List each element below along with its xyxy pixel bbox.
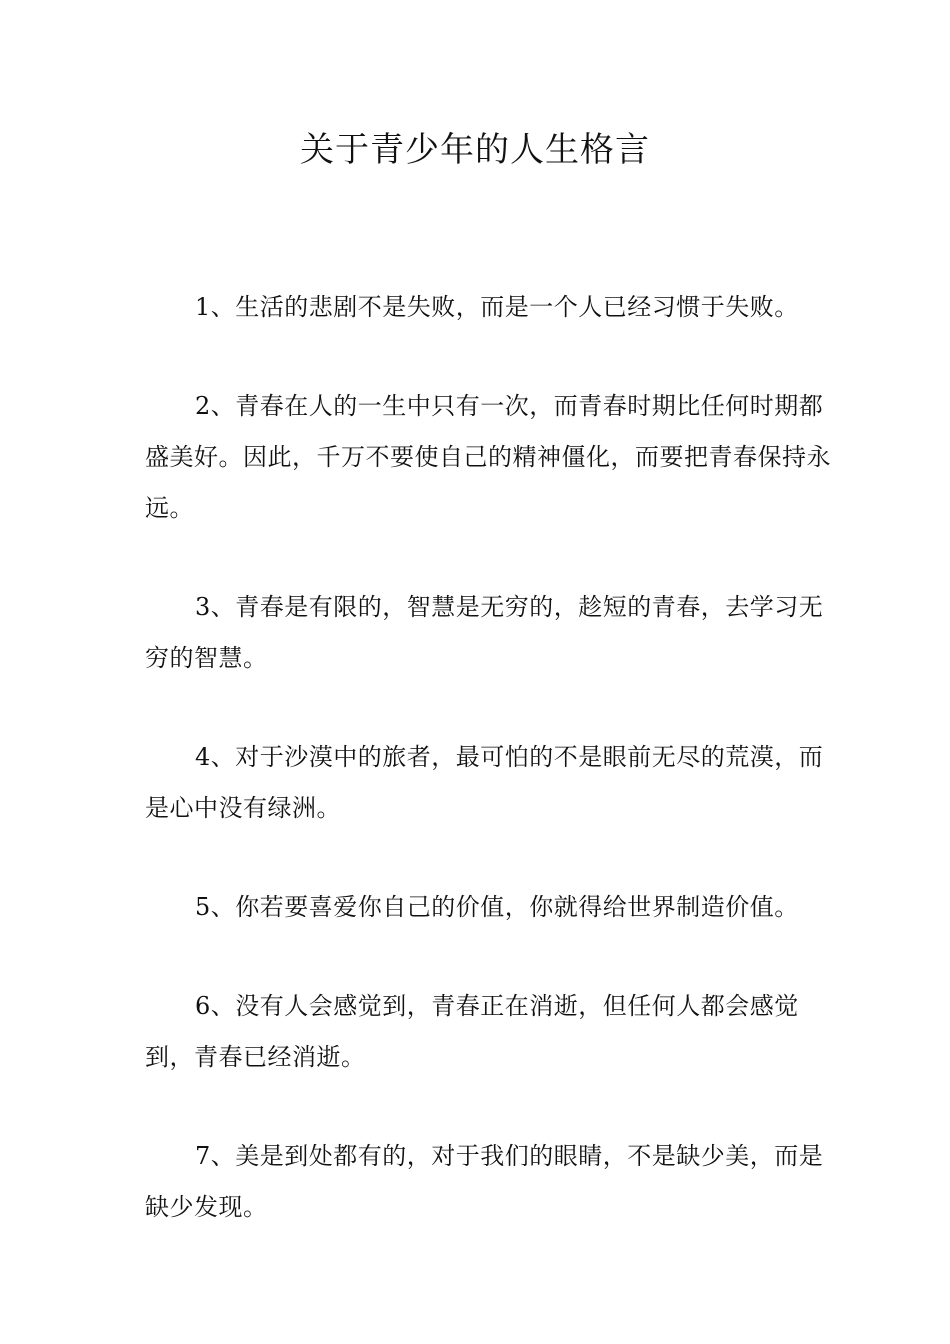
page-title: 关于青少年的人生格言 (300, 130, 650, 170)
maxim-item-5: 5、你若要喜爱你自己的价值，你就得给世界制造价值。 (195, 893, 799, 921)
maxim-item-1: 1、生活的悲剧不是失败，而是一个人已经习惯于失败。 (195, 293, 799, 321)
maxim-item-6: 6、没有人会感觉到，青春正在消逝，但任何人都会感觉到，青春已经消逝。 (145, 992, 799, 1071)
maxim-item-7: 7、美是到处都有的，对于我们的眼睛，不是缺少美，而是缺少发现。 (145, 1142, 824, 1221)
maxim-item-4: 4、对于沙漠中的旅者，最可怕的不是眼前无尽的荒漠，而是心中没有绿洲。 (145, 743, 824, 822)
maxim-list (145, 282, 835, 1281)
maxim-item-3: 3、青春是有限的，智慧是无穷的，趁短的青春，去学习无穷的智慧。 (145, 593, 824, 672)
maxim-item-2: 2、青春在人的一生中只有一次，而青春时期比任何时期都盛美好。因此，千万不要使自己的精神僵化，而要把青春保持永远。 (145, 392, 831, 522)
